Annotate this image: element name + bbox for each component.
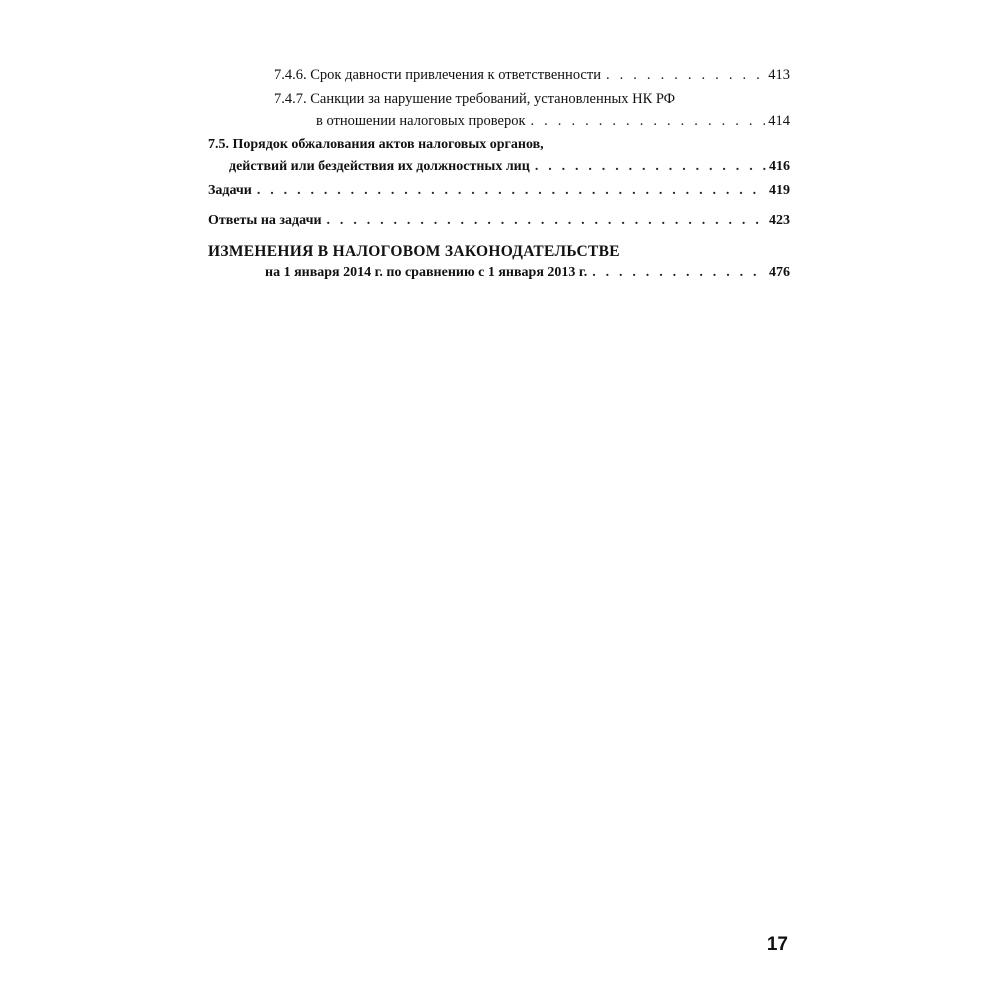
toc-entry-title: 7.4.6. Срок давности привлечения к ответственности (274, 67, 601, 83)
page-number: 17 (766, 934, 788, 955)
toc-page-number: 419 (769, 183, 790, 198)
toc-entry-7-4-7 (208, 88, 790, 132)
toc-entry-tasks (208, 180, 790, 202)
toc-entry-title-continued: в отношении налоговых проверок (316, 113, 526, 129)
toc-entry-tax-law-changes (208, 242, 790, 284)
toc-page-number: 414 (768, 113, 790, 129)
toc-entry-title: Ответы на задачи (208, 213, 322, 228)
toc-entry-title-continued: действий или бездействия их должностных лиц (229, 159, 530, 174)
toc-entry-title: 7.4.7. Санкции за нарушение требований, установленных НК РФ (274, 91, 676, 107)
toc-entry-title: Задачи (208, 183, 252, 198)
toc-entry-title-continued: на 1 января 2014 г. по сравнению с 1 января 2013 г. (265, 265, 588, 280)
dot-leader (592, 262, 766, 284)
toc-entry-7-5 (208, 134, 790, 178)
toc-page-number: 476 (769, 265, 790, 280)
dot-leader (531, 110, 766, 132)
toc-page-number: 413 (768, 67, 790, 83)
table-of-contents (208, 64, 790, 284)
dot-leader (257, 180, 766, 202)
dot-leader (606, 64, 765, 86)
toc-entry-title: ИЗМЕНЕНИЯ В НАЛОГОВОМ ЗАКОНОДАТЕЛЬСТВЕ (208, 243, 620, 260)
toc-entry-title: 7.5. Порядок обжалования актов налоговых органов, (208, 137, 544, 152)
toc-page-number: 423 (769, 213, 790, 228)
toc-entry-answers (208, 210, 790, 232)
toc-page-number: 416 (769, 159, 790, 174)
dot-leader (327, 210, 766, 232)
toc-entry-7-4-6 (208, 64, 790, 86)
dot-leader (535, 156, 766, 178)
